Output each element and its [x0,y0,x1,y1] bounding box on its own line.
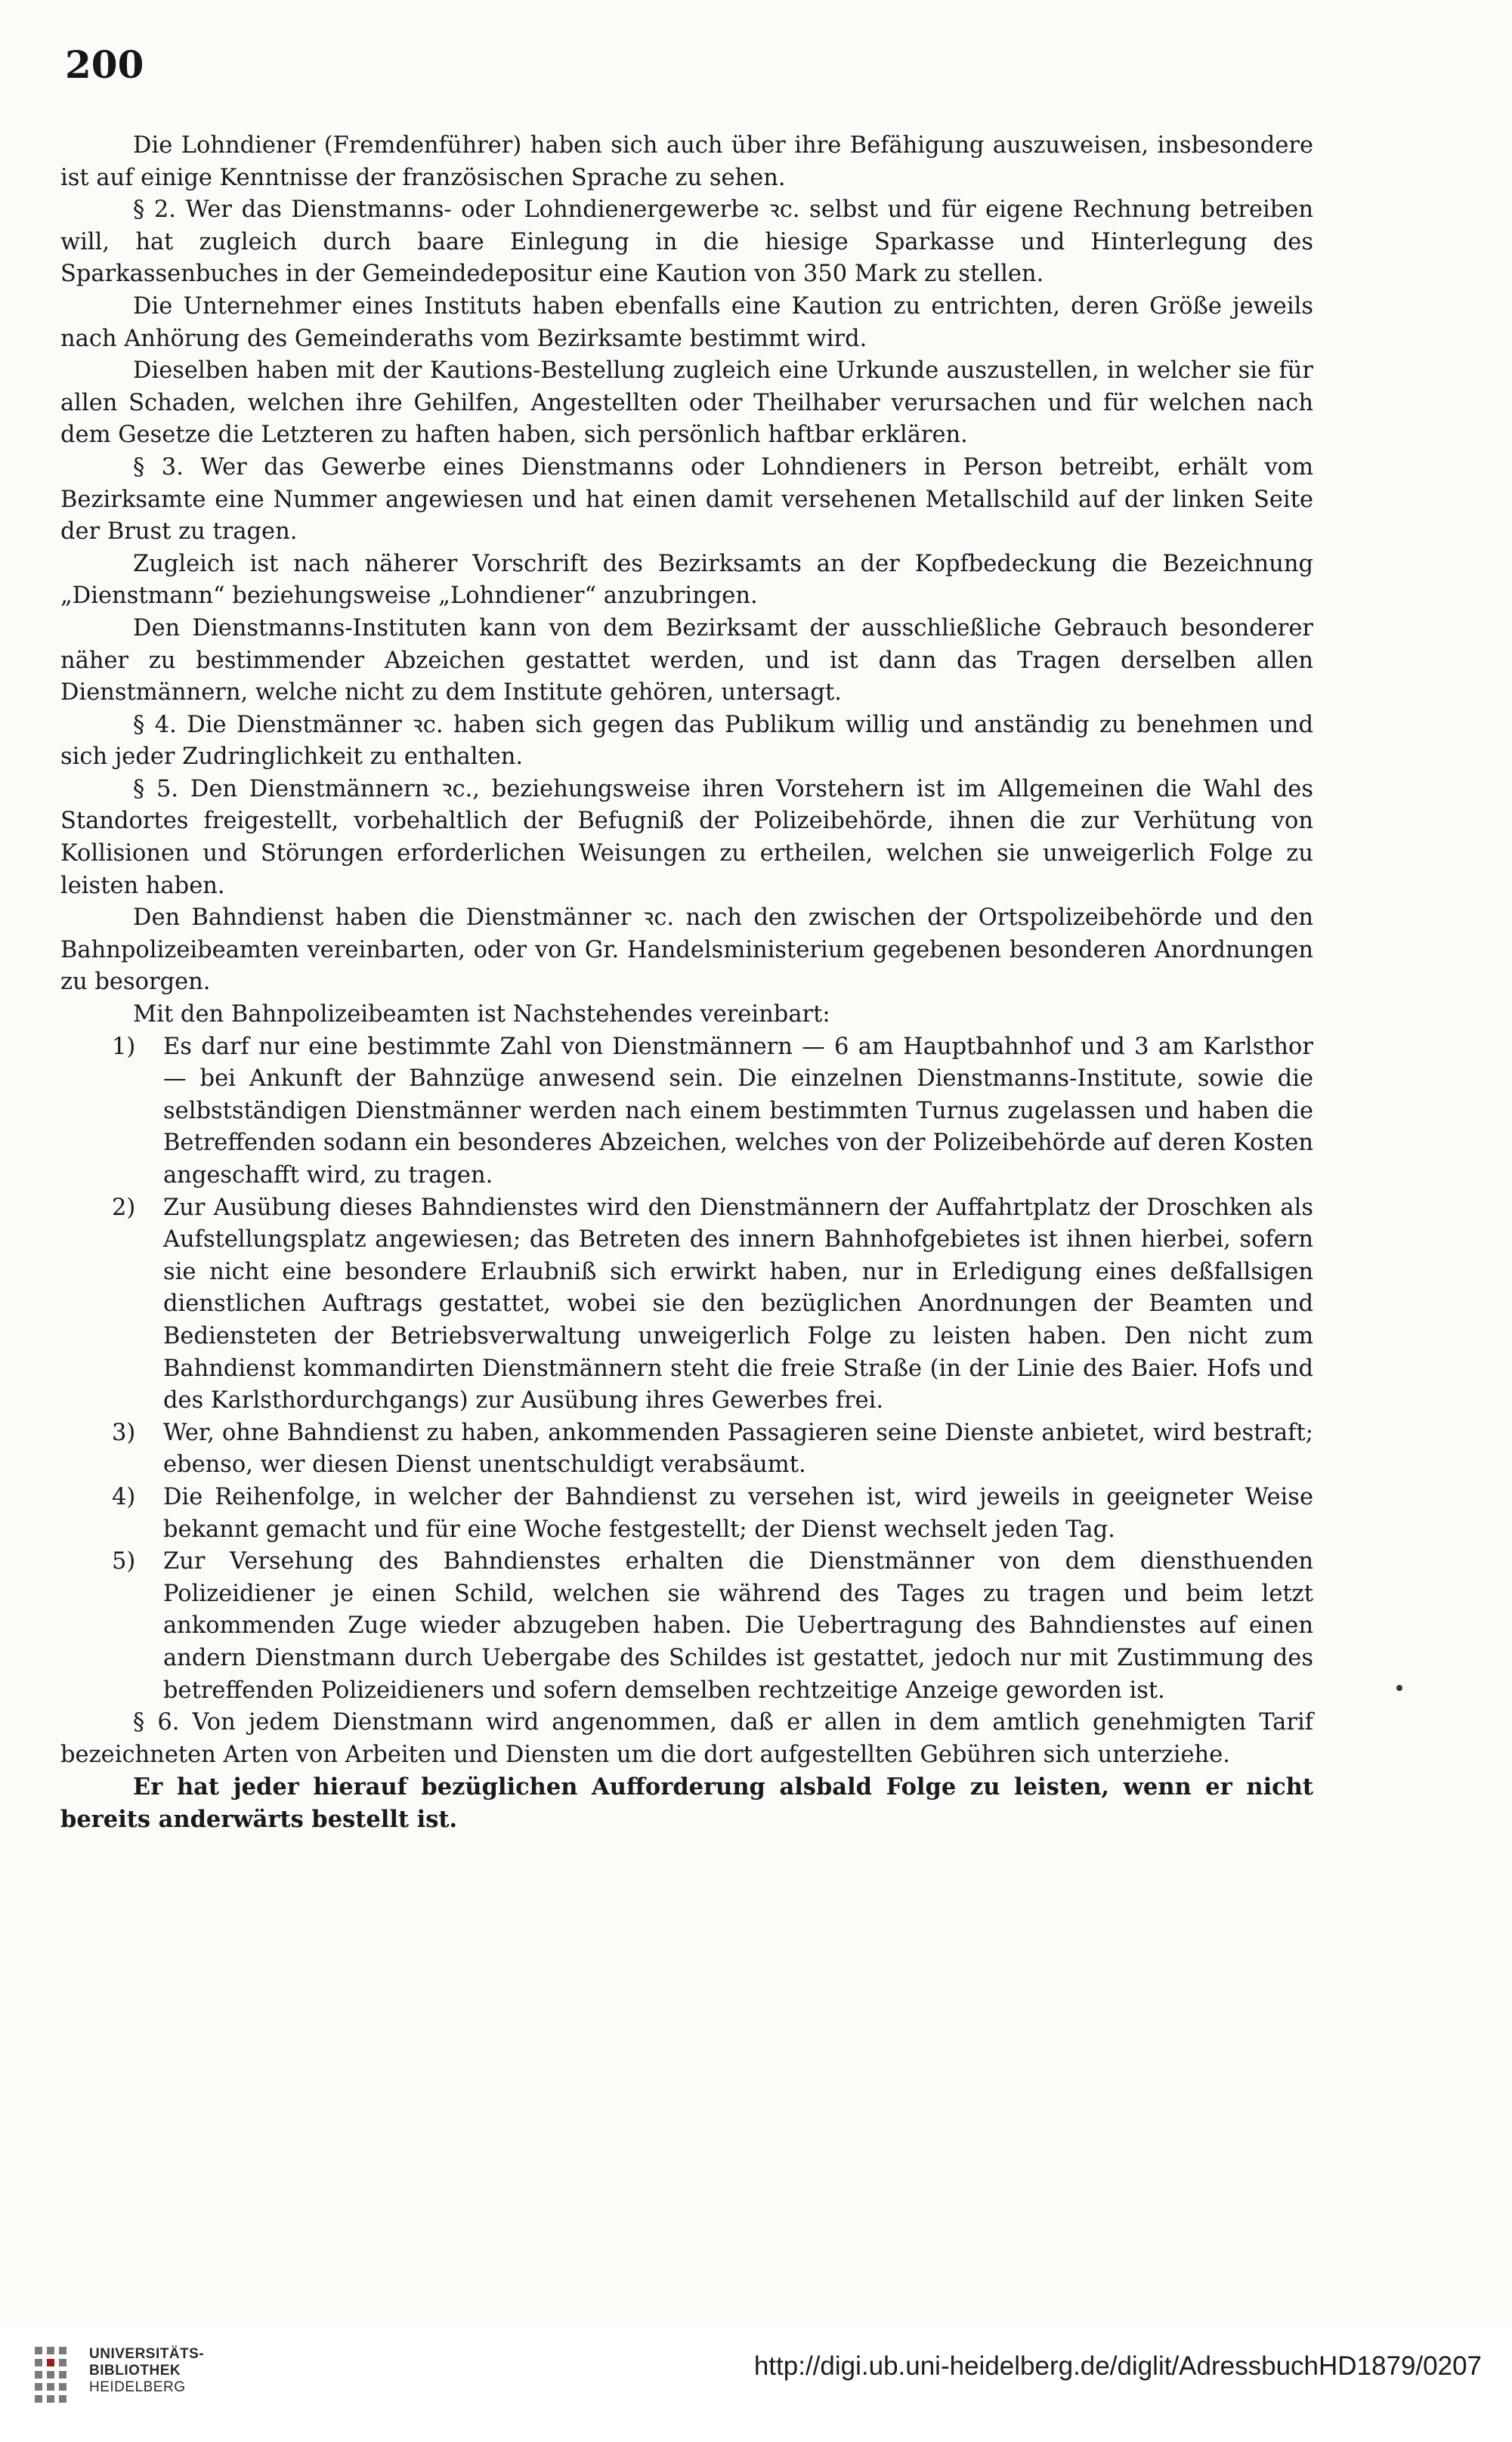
list-item-number: 3) [112,1419,136,1446]
library-name [89,2346,204,2396]
numbered-list [60,1031,1313,1707]
section-6-paragraph: § 6. Von jedem Dienstmann wird angenommen, daß er allen in dem amtlich genehmigten Tarif bezeichneten Arten von Arbeiten und Diensten um die dort aufgestellten Gebühren sich unterziehe. [60,1709,1313,1768]
library-name-line: BIBLIOTHEK [89,2363,181,2379]
list-item [60,1192,1313,1417]
list-item-text: Wer, ohne Bahndienst zu haben, ankommenden Passagieren seine Dienste anbietet, wird bestraft; ebenso, wer diesen Dienst unentschuldigt verabsäumt. [163,1419,1313,1479]
paragraph: Er hat jeder hierauf bezüglichen Aufforderung alsbald Folge zu leisten, wenn er nicht bereits anderwärts bestellt ist. [60,1773,1313,1833]
page-number: 200 [65,42,144,87]
paragraph: Die Lohndiener (Fremdenführer) haben sich auch über ihre Befähigung auszuweisen, insbesondere ist auf einige Kenntnisse der französischen Sprache zu sehen. [60,132,1313,191]
list-item-text: Zur Versehung des Bahndienstes erhalten die Dienstmänner von dem diensthuenden Polizeidiener je einen Schild, welchen sie während des Tages zu tragen und beim letzt ankommenden Zuge wieder abzugeben haben. Die Uebertragung des Bahndienstes auf einen andern Dienstmann durch Uebergabe des Schildes ist gestattet, jedoch nur mit Zustimmung des betreffenden Polizeidieners und sofern demselben rechtzeitige Anzeige geworden ist. [163,1548,1313,1704]
list-item-text: Die Reihenfolge, in welcher der Bahndienst zu versehen ist, wird jeweils in geeigneter Weise bekannt gemacht und für eine Woche festgestellt; der Dienst wechselt jeden Tag. [163,1483,1313,1543]
paragraph: Die Unternehmer eines Instituts haben ebenfalls eine Kaution zu entrichten, deren Größe jeweils nach Anhörung des Gemeinderaths vom Bezirksamte bestimmt wird. [60,292,1313,352]
list-item [60,1482,1313,1546]
section-4-paragraph: § 4. Die Dienstmänner ꝛc. haben sich gegen das Publikum willig und anständig zu benehmen und sich jeder Zudringlichkeit zu enthalten. [60,711,1313,771]
margin-mark [1396,1685,1402,1691]
heidelberg-university-library-logo-icon [30,2344,76,2409]
page-body [60,130,1313,1835]
footer-bar [0,2327,1512,2442]
paragraph: Zugleich ist nach näherer Vorschrift des Bezirksamts an der Kopfbedeckung die Bezeichnung „Dienstmann“ beziehungsweise „Lohndiener“ anzubringen. [60,550,1313,610]
paragraph: Mit den Bahnpolizeibeamten ist Nachstehendes vereinbart: [133,1001,830,1028]
list-item-text: Zur Ausübung dieses Bahndienstes wird den Dienstmännern der Auffahrtplatz der Droschken als Aufstellungsplatz angewiesen; das Betreten des innern Bahnhofgebietes ist ihnen hierbei, sofern sie nicht eine besondere Erlaubniß sich erwirkt haben, nur in Erledigung eines deßfallsigen dienstlichen Auftrags gestattet, wobei sie den bezüglichen Anordnungen der Beamten und Bediensteten der Betriebsverwaltung unweigerlich Folge zu leisten haben. Den nicht zum Bahndienst kommandirten Dienstmännern steht die freie Straße (in der Linie des Baier. Hofs und des Karlsthordurchgangs) zur Ausübung ihres Gewerbes frei. [163,1194,1313,1414]
list-item-text: Es darf nur eine bestimmte Zahl von Dienstmännern — 6 am Hauptbahnhof und 3 am Karlsthor — bei Ankunft der Bahnzüge anwesend sein. Die einzelnen Dienstmanns-Institute, sowie die selbstständigen Dienstmänner werden nach einem bestimmten Turnus zugelassen und haben die Betreffenden sodann ein besonderes Abzeichen, welches von der Polizeibehörde auf deren Kosten angeschafft wird, zu tragen. [163,1033,1313,1189]
list-item-number: 5) [112,1548,136,1575]
list-item [60,1546,1313,1707]
paragraph: Dieselben haben mit der Kautions-Bestellung zugleich eine Urkunde auszustellen, in welcher sie für allen Schaden, welchen ihre Gehilfen, Angestellten oder Theilhaber verursachen und für welchen nach dem Gesetze die Letzteren zu haften haben, sich persönlich haftbar erklären. [60,357,1313,449]
list-item-number: 4) [112,1483,136,1510]
list-item-number: 2) [112,1194,136,1221]
list-item [60,1417,1313,1482]
section-3-paragraph: § 3. Wer das Gewerbe eines Dienstmanns oder Lohndieners in Person betreibt, erhält vom Bezirksamte eine Nummer angewiesen und hat einen damit versehenen Metallschild auf der linken Seite der Brust zu tragen. [60,453,1313,546]
paragraph: Den Dienstmanns-Instituten kann von dem Bezirksamt der ausschließliche Gebrauch besonderer näher zu bestimmender Abzeichen gestattet werden, und ist dann das Tragen derselben allen Dienstmännern, welche nicht zu dem Institute gehören, untersagt. [60,614,1313,706]
section-2-paragraph: § 2. Wer das Dienstmanns- oder Lohndienergewerbe ꝛc. selbst und für eigene Rechnung betreiben will, hat zugleich durch baare Einlegung in die hiesige Sparkasse und Hinterlegung des Sparkassenbuches in der Gemeindedepositur eine Kaution von 350 Mark zu stellen. [60,196,1313,288]
library-name-line: HEIDELBERG [89,2379,186,2395]
list-item-number: 1) [112,1033,136,1060]
section-5-paragraph: § 5. Den Dienstmännern ꝛc., beziehungsweise ihren Vorstehern ist im Allgemeinen die Wahl des Standortes freigestellt, vorbehaltlich der Befugniß der Polizeibehörde, ihnen die zur Verhütung von Kollisionen und Störungen erforderlichen Weisungen zu ertheilen, welchen sie unweigerlich Folge zu leisten haben. [60,775,1313,899]
source-url[interactable]: http://digi.ub.uni-heidelberg.de/diglit/AdressbuchHD1879/0207 [753,2351,1482,2381]
list-item [60,1031,1313,1192]
paragraph: Den Bahndienst haben die Dienstmänner ꝛc. nach den zwischen der Ortspolizeibehörde und den Bahnpolizeibeamten vereinbarten, oder von Gr. Handelsministerium gegebenen besonderen Anordnungen zu besorgen. [60,904,1313,996]
library-name-line: UNIVERSITÄTS- [89,2346,205,2362]
